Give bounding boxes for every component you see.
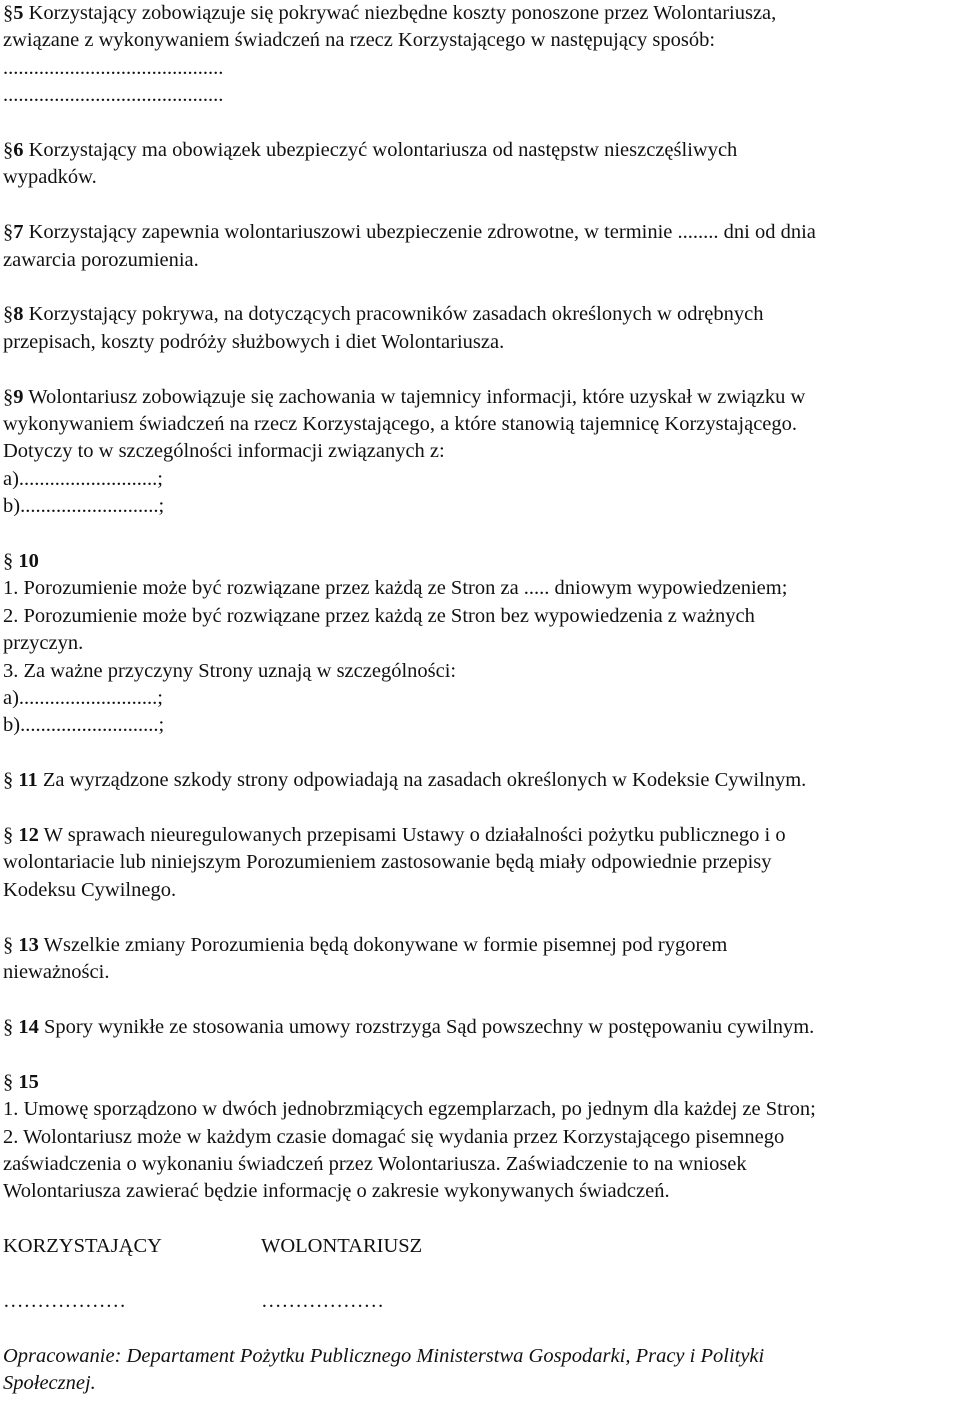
section-text: zawarcia porozumienia. <box>3 248 199 271</box>
section-number: 11 <box>18 769 38 792</box>
footer-text: Społecznej. <box>3 1372 96 1395</box>
section-9 <box>3 384 953 521</box>
footer-text: Opracowanie: Departament Pożytku Publicznego Ministerstwa Gospodarki, Pracy i Polityki <box>3 1344 765 1367</box>
list-item: zaświadczenia o wykonaniu świadczeń przez Wolontariusza. Zaświadczenie to na wniosek <box>3 1152 747 1175</box>
signature-label-left: KORZYSTAJĄCY <box>3 1235 162 1258</box>
section-symbol: § <box>3 139 14 162</box>
section-11 <box>3 767 953 794</box>
section-text: wykonywaniem świadczeń na rzecz Korzystającego, a które stanowią tajemnicę Korzystającego. <box>3 413 798 436</box>
list-item: a)...........................; <box>3 687 163 710</box>
section-text: wolontariacie lub niniejszym Porozumieniem zastosowanie będą miały odpowiednie przepisy <box>3 851 772 874</box>
section-symbol: § <box>3 550 14 573</box>
list-item: 2. Wolontariusz może w każdym czasie domagać się wydania przez Korzystającego pisemnego <box>3 1125 785 1148</box>
section-text: związane z wykonywaniem świadczeń na rzecz Korzystającego w następujący sposób: <box>3 29 716 52</box>
list-item: 2. Porozumienie może być rozwiązane przez każdą ze Stron bez wypowiedzenia z ważnych <box>3 604 755 627</box>
section-text: Korzystający ma obowiązek ubezpieczyć wolontariusza od następstw nieszczęśliwych <box>23 139 738 162</box>
section-text: przepisach, koszty podróży służbowych i diet Wolontariusza. <box>3 330 505 353</box>
dotted-placeholder: ........................................... <box>3 84 224 107</box>
section-text: Korzystający zobowiązuje się pokrywać niezbędne koszty ponoszone przez Wolontariusza, <box>23 2 777 24</box>
list-item: b)...........................; <box>3 495 165 518</box>
section-number: 15 <box>18 1070 39 1093</box>
section-8 <box>3 301 953 356</box>
section-number: 6 <box>13 139 24 162</box>
signature-line-right: ……………… <box>261 1289 384 1312</box>
section-number: 10 <box>18 550 39 573</box>
section-15 <box>3 1069 953 1206</box>
section-symbol: § <box>3 933 14 956</box>
footer-note <box>3 1343 953 1398</box>
section-symbol: § <box>3 221 14 244</box>
section-14 <box>3 1014 953 1041</box>
section-number: 14 <box>18 1015 39 1038</box>
section-text: W sprawach nieuregulowanych przepisami Ustawy o działalności pożytku publicznego i o <box>38 824 786 847</box>
section-text: Spory wynikłe ze stosowania umowy rozstrzyga Sąd powszechny w postępowaniu cywilnym. <box>38 1015 815 1038</box>
list-item: Wolontariusza zawierać będzie informację o zakresie wykonywanych świadczeń. <box>3 1180 670 1203</box>
section-symbol: § <box>3 1070 14 1093</box>
section-symbol: § <box>3 385 14 408</box>
section-number: 7 <box>13 221 24 244</box>
section-text: Dotyczy to w szczególności informacji związanych z: <box>3 440 445 463</box>
signature-block <box>3 1233 953 1315</box>
section-number: 8 <box>13 303 24 326</box>
list-item: przyczyn. <box>3 632 84 655</box>
signature-line-left: ……………… <box>3 1289 126 1312</box>
list-item: 1. Porozumienie może być rozwiązane przez każdą ze Stron za ..... dniowym wypowiedzeniem; <box>3 577 788 600</box>
section-symbol: § <box>3 769 14 792</box>
section-symbol: § <box>3 1015 14 1038</box>
section-symbol: § <box>3 303 14 326</box>
section-text: wypadków. <box>3 166 97 189</box>
section-number: 9 <box>13 385 24 408</box>
section-10 <box>3 548 953 740</box>
dotted-placeholder: ........................................... <box>3 56 224 79</box>
section-text: Za wyrządzone szkody strony odpowiadają na zasadach określonych w Kodeksie Cywilnym. <box>37 769 807 792</box>
list-item: b)...........................; <box>3 714 165 737</box>
section-text: Korzystający pokrywa, na dotyczących pracowników zasadach określonych w odrębnych <box>23 303 764 326</box>
list-item: 1. Umowę sporządzono w dwóch jednobrzmiących egzemplarzach, po jednym dla każdej ze Stron; <box>3 1098 816 1121</box>
section-5 <box>3 0 953 110</box>
section-6 <box>3 137 953 192</box>
section-7 <box>3 219 953 274</box>
section-13 <box>3 932 953 987</box>
section-number: 12 <box>18 824 39 847</box>
section-text: Korzystający zapewnia wolontariuszowi ubezpieczenie zdrowotne, w terminie ........ dni od dnia <box>23 221 816 244</box>
section-symbol: § <box>3 824 14 847</box>
section-text: Wszelkie zmiany Porozumienia będą dokonywane w formie pisemnej pod rygorem <box>38 933 728 956</box>
section-number: 13 <box>18 933 39 956</box>
section-text: Wolontariusz zobowiązuje się zachowania w tajemnicy informacji, które uzyskał w związku w <box>23 385 806 408</box>
section-12 <box>3 822 953 904</box>
signature-label-right: WOLONTARIUSZ <box>261 1235 423 1258</box>
list-item: a)...........................; <box>3 467 163 490</box>
document-page <box>3 0 953 1398</box>
list-item: 3. Za ważne przyczyny Strony uznają w szczególności: <box>3 659 457 682</box>
section-number: 5 <box>13 2 24 24</box>
section-text: nieważności. <box>3 961 110 984</box>
section-text: Kodeksu Cywilnego. <box>3 878 177 901</box>
section-symbol: § <box>3 2 14 24</box>
